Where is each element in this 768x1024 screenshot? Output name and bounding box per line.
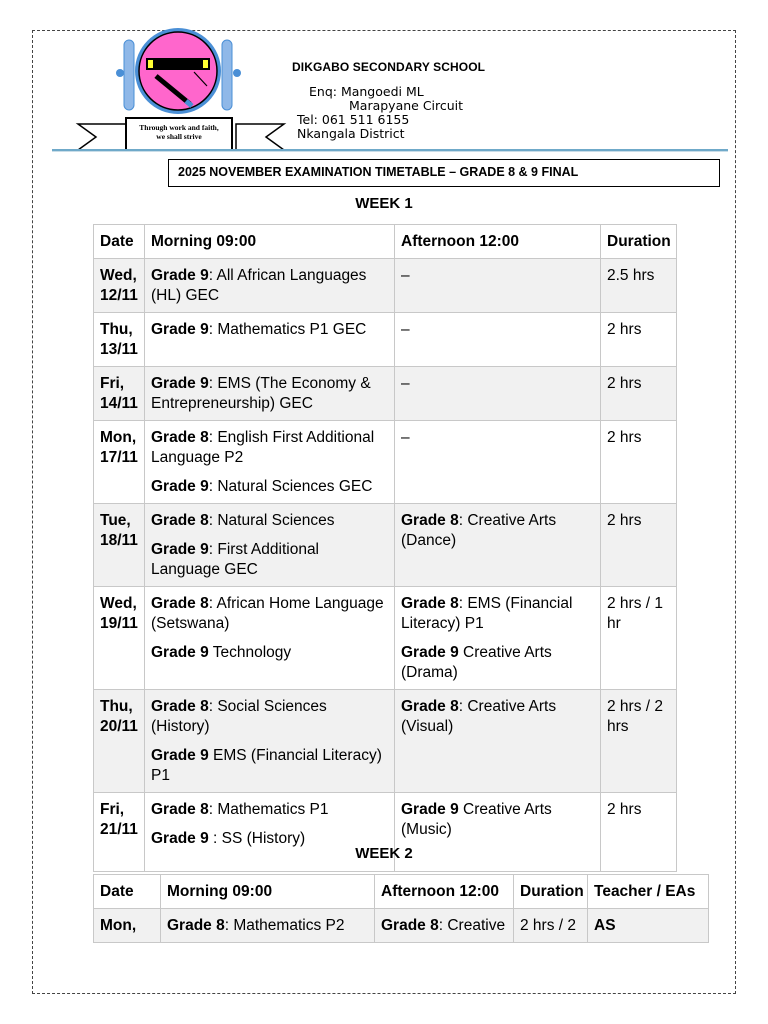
header-teacher: Teacher / EAs xyxy=(588,875,709,909)
subject-text: – xyxy=(401,375,410,392)
grade-label: Grade 8 xyxy=(401,512,459,529)
header-morning: Morning 09:00 xyxy=(145,225,395,259)
subject-text: : All African Languages (HL) GEC xyxy=(151,267,367,304)
morning-cell xyxy=(145,367,395,421)
exam-entry xyxy=(401,643,594,683)
date-cell: Wed, 12/11 xyxy=(94,259,145,313)
grade-label: Grade 8 xyxy=(401,595,459,612)
exam-entry xyxy=(401,594,594,634)
week2-table xyxy=(93,874,709,943)
subject-text: : African Home Language (Setswana) xyxy=(151,595,384,632)
subject-text: Creative Arts (Music) xyxy=(401,801,552,838)
subject-text: : Mathematics P1 xyxy=(208,801,329,818)
afternoon-cell xyxy=(395,587,601,690)
duration-cell: 2 hrs / 1 hr xyxy=(601,587,677,690)
grade-label: Grade 9 xyxy=(151,541,209,558)
table-row xyxy=(94,690,677,793)
grade-label: Grade 9 xyxy=(151,267,209,284)
grade-label: Grade 8 xyxy=(151,595,209,612)
morning-cell xyxy=(145,504,395,587)
afternoon-cell xyxy=(395,259,601,313)
motto-line-1: Through work and faith, xyxy=(139,123,219,132)
duration-cell: 2 hrs / 2 xyxy=(514,909,588,943)
address: Marapyane Circuit xyxy=(349,98,464,113)
exam-entry xyxy=(151,266,388,306)
morning-cell xyxy=(145,313,395,367)
table-row xyxy=(94,909,709,943)
subject-text: – xyxy=(401,429,410,446)
subject-text: : Creative xyxy=(438,917,506,934)
exam-entry xyxy=(151,320,388,340)
exam-entry xyxy=(151,697,388,737)
timetable-title: 2025 NOVEMBER EXAMINATION TIMETABLE – GRADE 8 & 9 FINAL xyxy=(168,159,720,187)
motto-line-2: we shall strive xyxy=(156,132,202,141)
duration-cell: 2 hrs xyxy=(601,313,677,367)
header-afternoon: Afternoon 12:00 xyxy=(375,875,514,909)
subject-text: : First Additional Language GEC xyxy=(151,541,320,578)
grade-label: Grade 9 xyxy=(151,478,209,495)
grade-label: Grade 8 xyxy=(381,917,439,934)
exam-entry xyxy=(151,477,388,497)
exam-entry xyxy=(401,428,594,448)
header-afternoon: Afternoon 12:00 xyxy=(395,225,601,259)
exam-entry xyxy=(401,374,594,394)
week1-table xyxy=(93,224,677,872)
date-cell: Mon, 17/11 xyxy=(94,421,145,504)
header-morning: Morning 09:00 xyxy=(161,875,375,909)
subject-text: : Mathematics P1 GEC xyxy=(208,321,367,338)
exam-entry xyxy=(151,594,388,634)
date-cell: Mon, xyxy=(94,909,161,943)
exam-entry xyxy=(151,428,388,468)
subject-text: : Creative Arts (Dance) xyxy=(401,512,557,549)
date-cell: Thu, 13/11 xyxy=(94,313,145,367)
header-date: Date xyxy=(94,225,145,259)
subject-text: – xyxy=(401,267,410,284)
grade-label: Grade 8 xyxy=(401,698,459,715)
afternoon-cell xyxy=(395,421,601,504)
duration-cell: 2 hrs xyxy=(601,367,677,421)
duration-cell: 2 hrs / 2 hrs xyxy=(601,690,677,793)
table-row xyxy=(94,313,677,367)
exam-entry xyxy=(401,511,594,551)
subject-text: : EMS (Financial Literacy) P1 xyxy=(401,595,573,632)
grade-label: Grade 9 xyxy=(151,830,209,847)
morning-cell xyxy=(145,421,395,504)
subject-text: EMS (Financial Literacy) P1 xyxy=(151,747,382,784)
afternoon-cell xyxy=(395,367,601,421)
subject-text: : Natural Sciences xyxy=(208,512,335,529)
table-row xyxy=(94,587,677,690)
week1-header-row xyxy=(94,225,677,259)
grade-label: Grade 9 xyxy=(151,747,209,764)
afternoon-cell xyxy=(395,504,601,587)
district: Nkangala District xyxy=(297,126,405,141)
morning-cell xyxy=(145,259,395,313)
grade-label: Grade 9 xyxy=(151,644,209,661)
exam-entry xyxy=(401,697,594,737)
morning-cell xyxy=(145,587,395,690)
exam-entry xyxy=(151,540,388,580)
afternoon-cell xyxy=(395,313,601,367)
subject-text: : English First Additional Language P2 xyxy=(151,429,375,466)
exam-entry xyxy=(381,916,507,936)
exam-entry xyxy=(167,916,368,936)
subject-text: – xyxy=(401,321,410,338)
header-duration: Duration xyxy=(514,875,588,909)
grade-label: Grade 8 xyxy=(151,801,209,818)
subject-text: Technology xyxy=(208,644,292,661)
subject-text: : Social Sciences (History) xyxy=(151,698,327,735)
telephone: Tel: 061 511 6155 xyxy=(297,112,410,127)
header-date: Date xyxy=(94,875,161,909)
duration-cell: 2 hrs xyxy=(601,421,677,504)
grade-label: Grade 9 xyxy=(151,321,209,338)
afternoon-cell xyxy=(395,690,601,793)
morning-cell xyxy=(145,690,395,793)
date-cell: Fri, 14/11 xyxy=(94,367,145,421)
header-rule-shadow xyxy=(52,151,728,152)
table-row xyxy=(94,259,677,313)
table-row xyxy=(94,504,677,587)
exam-entry xyxy=(401,320,594,340)
morning-cell xyxy=(161,909,375,943)
exam-entry xyxy=(151,800,388,820)
header-duration: Duration xyxy=(601,225,677,259)
subject-text: : SS (History) xyxy=(208,830,306,847)
grade-label: Grade 8 xyxy=(151,512,209,529)
grade-label: Grade 8 xyxy=(167,917,225,934)
enquiries: Enq: Mangoedi ML xyxy=(309,84,424,99)
grade-label: Grade 9 xyxy=(401,801,459,818)
duration-cell: 2 hrs xyxy=(601,504,677,587)
date-cell: Wed, 19/11 xyxy=(94,587,145,690)
exam-entry xyxy=(401,800,594,840)
date-cell: Tue, 18/11 xyxy=(94,504,145,587)
week2-title: WEEK 2 xyxy=(355,845,413,862)
grade-label: Grade 9 xyxy=(401,644,459,661)
exam-entry xyxy=(401,266,594,286)
school-name: DIKGABO SECONDARY SCHOOL xyxy=(292,60,486,74)
grade-label: Grade 8 xyxy=(151,698,209,715)
afternoon-cell xyxy=(375,909,514,943)
grade-label: Grade 9 xyxy=(151,375,209,392)
exam-entry xyxy=(151,511,388,531)
subject-text: : Natural Sciences GEC xyxy=(208,478,373,495)
subject-text: : Creative Arts (Visual) xyxy=(401,698,557,735)
duration-cell: 2 hrs xyxy=(601,793,677,872)
subject-text: : EMS (The Economy & Entrepreneurship) GEC xyxy=(151,375,371,412)
duration-cell: 2.5 hrs xyxy=(601,259,677,313)
table-row xyxy=(94,421,677,504)
exam-entry xyxy=(151,746,388,786)
week1-title: WEEK 1 xyxy=(355,195,413,212)
exam-entry xyxy=(151,374,388,414)
date-cell: Thu, 20/11 xyxy=(94,690,145,793)
subject-text: Creative Arts (Drama) xyxy=(401,644,552,681)
grade-label: Grade 8 xyxy=(151,429,209,446)
table-row xyxy=(94,367,677,421)
teacher-cell: AS xyxy=(588,909,709,943)
subject-text: : Mathematics P2 xyxy=(224,917,345,934)
week2-header-row xyxy=(94,875,709,909)
exam-entry xyxy=(151,643,388,663)
school-logo xyxy=(74,26,288,158)
date-cell: Fri, 21/11 xyxy=(94,793,145,872)
